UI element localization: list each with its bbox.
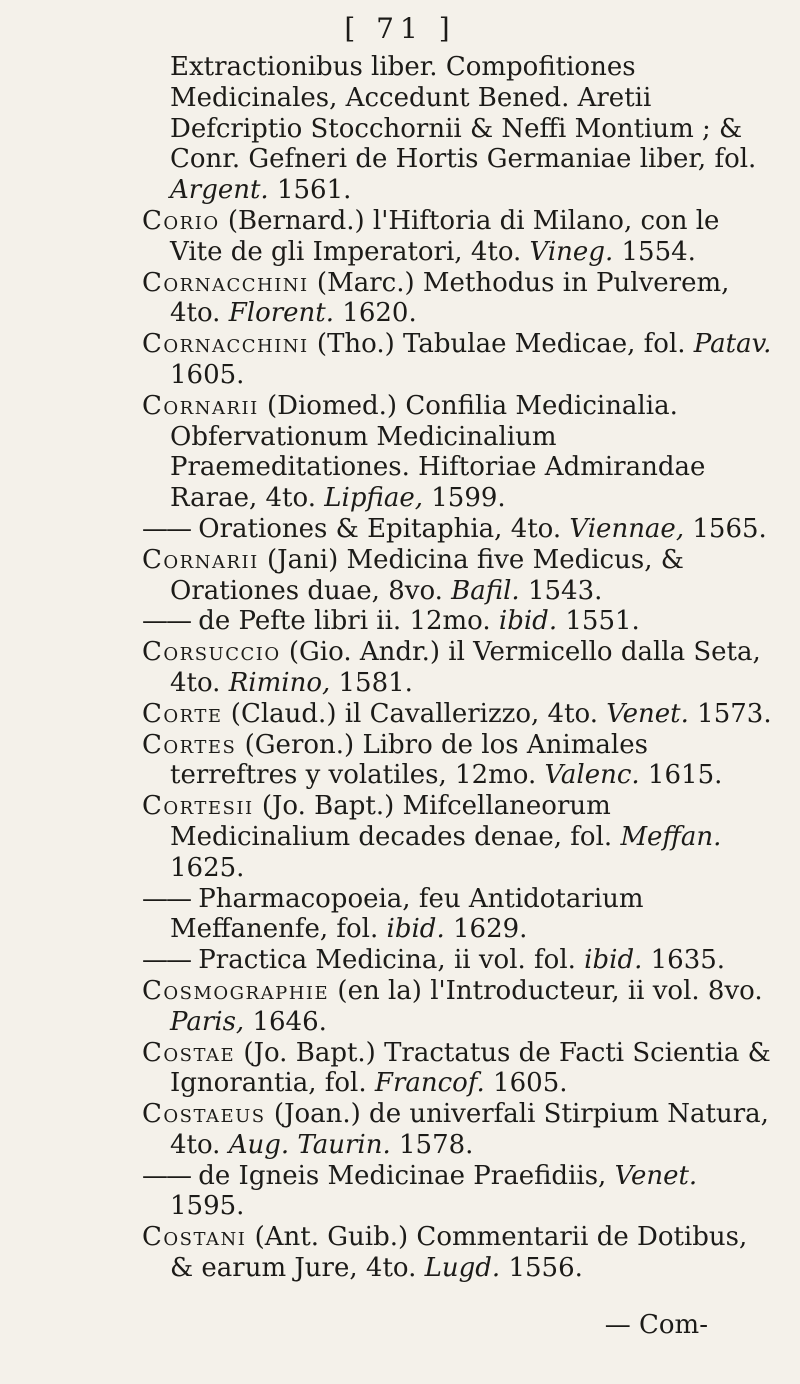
catalogue-entry: [142, 730, 772, 792]
entry-dash: ——: [142, 883, 190, 914]
catalogue-entry: [142, 391, 772, 514]
entry-place: Florent.: [228, 298, 335, 329]
entry-year: 1615.: [639, 760, 723, 791]
catalogue-entry: [142, 1099, 772, 1161]
entry-text: de Igneis Medicinae Praefidiis,: [190, 1160, 615, 1191]
entry-text: (Geron.) Libro de los Animales terreftres y volatiles, 12mo.: [170, 729, 648, 791]
entry-text: (Jani) Medicina five Medicus, & Orationes duae, 8vo.: [170, 544, 684, 606]
catchword-text: Com-: [639, 1310, 708, 1340]
entry-text: (Ant. Guib.) Commentarii de Dotibus, & earum Jure, 4to.: [170, 1222, 748, 1284]
entry-name: Corte: [142, 698, 223, 729]
catalogue-entry: [142, 268, 772, 330]
entry-place: ibid.: [498, 606, 558, 637]
catalogue-entry: [142, 206, 772, 268]
entry-text: (Tho.) Tabulae Medicae, fol.: [308, 329, 694, 360]
entry-name: Costaeus: [142, 1099, 266, 1130]
entry-year: 1578.: [390, 1129, 474, 1160]
entry-text: (Marc.) Methodus in Pulverem, 4to.: [170, 267, 730, 329]
entry-place: Meffan.: [620, 821, 722, 852]
entry-year: 1605.: [484, 1068, 568, 1099]
entry-year: 1556.: [500, 1253, 583, 1284]
entry-place: Vineg.: [529, 236, 614, 267]
entry-place: Patav.: [693, 329, 772, 360]
entry-year: 1595.: [170, 1191, 245, 1222]
entry-name: Cornarii: [142, 544, 259, 575]
entry-text: (Diomed.) Confilia Medicinalia. Obfervationum Medicinalium Praemeditationes. Hiftoriae Admirandae Rarae, 4to.: [170, 390, 706, 514]
catalogue-entry: [142, 884, 772, 946]
entry-text: (en la) l'Introducteur, ii vol. 8vo.: [329, 975, 763, 1006]
entry-dash: ——: [142, 1160, 190, 1191]
entry-name: Cortes: [142, 729, 237, 760]
catalogue-entry: [142, 329, 772, 391]
catalogue-entry: [142, 545, 772, 607]
entry-text: (Jo. Bapt.) Tractatus de Facti Scientia & Ignorantia, fol.: [170, 1037, 771, 1099]
entry-year: 1543.: [519, 575, 603, 606]
entry-name: Cortesii: [142, 791, 254, 822]
entry-name: Costae: [142, 1037, 236, 1068]
entry-name: Cornacchini: [142, 329, 309, 360]
catalogue-entry: [142, 1161, 772, 1223]
entry-year: 1551.: [557, 606, 640, 637]
catalogue-entry: [142, 1038, 772, 1100]
entry-place: Paris,: [170, 1006, 245, 1037]
entry-text: (Joan.) de univerfali Stirpium Natura, 4to.: [170, 1099, 769, 1160]
entry-name: Costani: [142, 1222, 247, 1253]
entry-place: Aug. Taurin.: [228, 1129, 391, 1160]
catalogue-entry: [142, 637, 772, 699]
entry-place: Valenc.: [544, 760, 640, 791]
catalogue-entry: [142, 1222, 772, 1284]
entry-year: 1620.: [334, 298, 417, 329]
entry-year: 1599.: [422, 483, 506, 514]
entry-place: Viennae,: [569, 513, 685, 544]
continuation-entry: [142, 52, 772, 206]
entry-place: Bafil.: [451, 575, 520, 606]
entry-dash: ——: [142, 945, 190, 976]
entry-year: 1625.: [170, 852, 245, 883]
entry-year: 1573.: [688, 698, 772, 729]
entry-text: de Pefte libri ii. 12mo.: [190, 606, 499, 637]
entry-year: 1605.: [170, 359, 245, 390]
entry-year: 1565.: [684, 513, 767, 544]
entry-place: Lugd.: [424, 1253, 501, 1284]
entry-text: Practica Medicina, ii vol. fol.: [190, 945, 585, 976]
catalogue-text: [142, 52, 772, 1284]
catalogue-entry: [142, 606, 772, 637]
entry-year: 1554.: [613, 236, 696, 267]
entry-text: (Gio. Andr.) il Vermicello dalla Seta, 4to.: [170, 637, 761, 698]
entry-year: 1629.: [444, 914, 528, 945]
page-number: [ 71 ]: [344, 12, 456, 45]
entry-name: Cosmographie: [142, 975, 330, 1006]
entry-year: 1646.: [244, 1006, 327, 1037]
catalogue-entry: [142, 699, 772, 730]
catalogue-entry: [142, 976, 772, 1038]
entry-place: Venet.: [606, 698, 689, 729]
entry-year: 1635.: [642, 945, 726, 976]
entry-name: Cornacchini: [142, 267, 309, 298]
entry-text: (Jo. Bapt.) Mifcellaneorum Medicinalium decades denae, fol.: [170, 791, 621, 852]
entry-name: Corio: [142, 205, 220, 236]
continuation-year: 1561.: [276, 175, 352, 206]
entry-place: Venet.: [614, 1160, 698, 1191]
continuation-place: Argent.: [170, 175, 269, 206]
entry-dash: ——: [142, 513, 190, 544]
entry-place: Lipfiae,: [324, 483, 423, 514]
entry-text: Pharmacopoeia, feu Antidotarium Meffanenfe, fol.: [170, 883, 644, 945]
entry-place: ibid.: [386, 914, 445, 945]
catalogue-entry: [142, 514, 772, 545]
entry-name: Corsuccio: [142, 637, 281, 668]
continuation-text: Extractionibus liber. Compofitiones Medicinales, Accedunt Bened. Aretii Defcriptio Stocchornii & Neffi Montium ; & Conr. Gefneri de Hortis Germaniae liber, fol.: [170, 52, 757, 175]
entry-dash: ——: [142, 606, 190, 637]
entry-text: Orationes & Epitaphia, 4to.: [190, 513, 570, 544]
entry-place: Francof.: [374, 1068, 485, 1099]
catalogue-entry: [142, 945, 772, 976]
entry-place: ibid.: [584, 945, 643, 976]
entry-name: Cornarii: [142, 390, 259, 421]
entry-place: Rimino,: [228, 667, 331, 698]
entry-year: 1581.: [330, 667, 413, 698]
catalogue-entry: [142, 791, 772, 883]
entry-text: (Bernard.) l'Hiftoria di Milano, con le Vite de gli Imperatori, 4to.: [170, 205, 720, 267]
entry-text: (Claud.) il Cavallerizzo, 4to.: [222, 698, 607, 729]
catchword: — Com-: [604, 1310, 708, 1340]
